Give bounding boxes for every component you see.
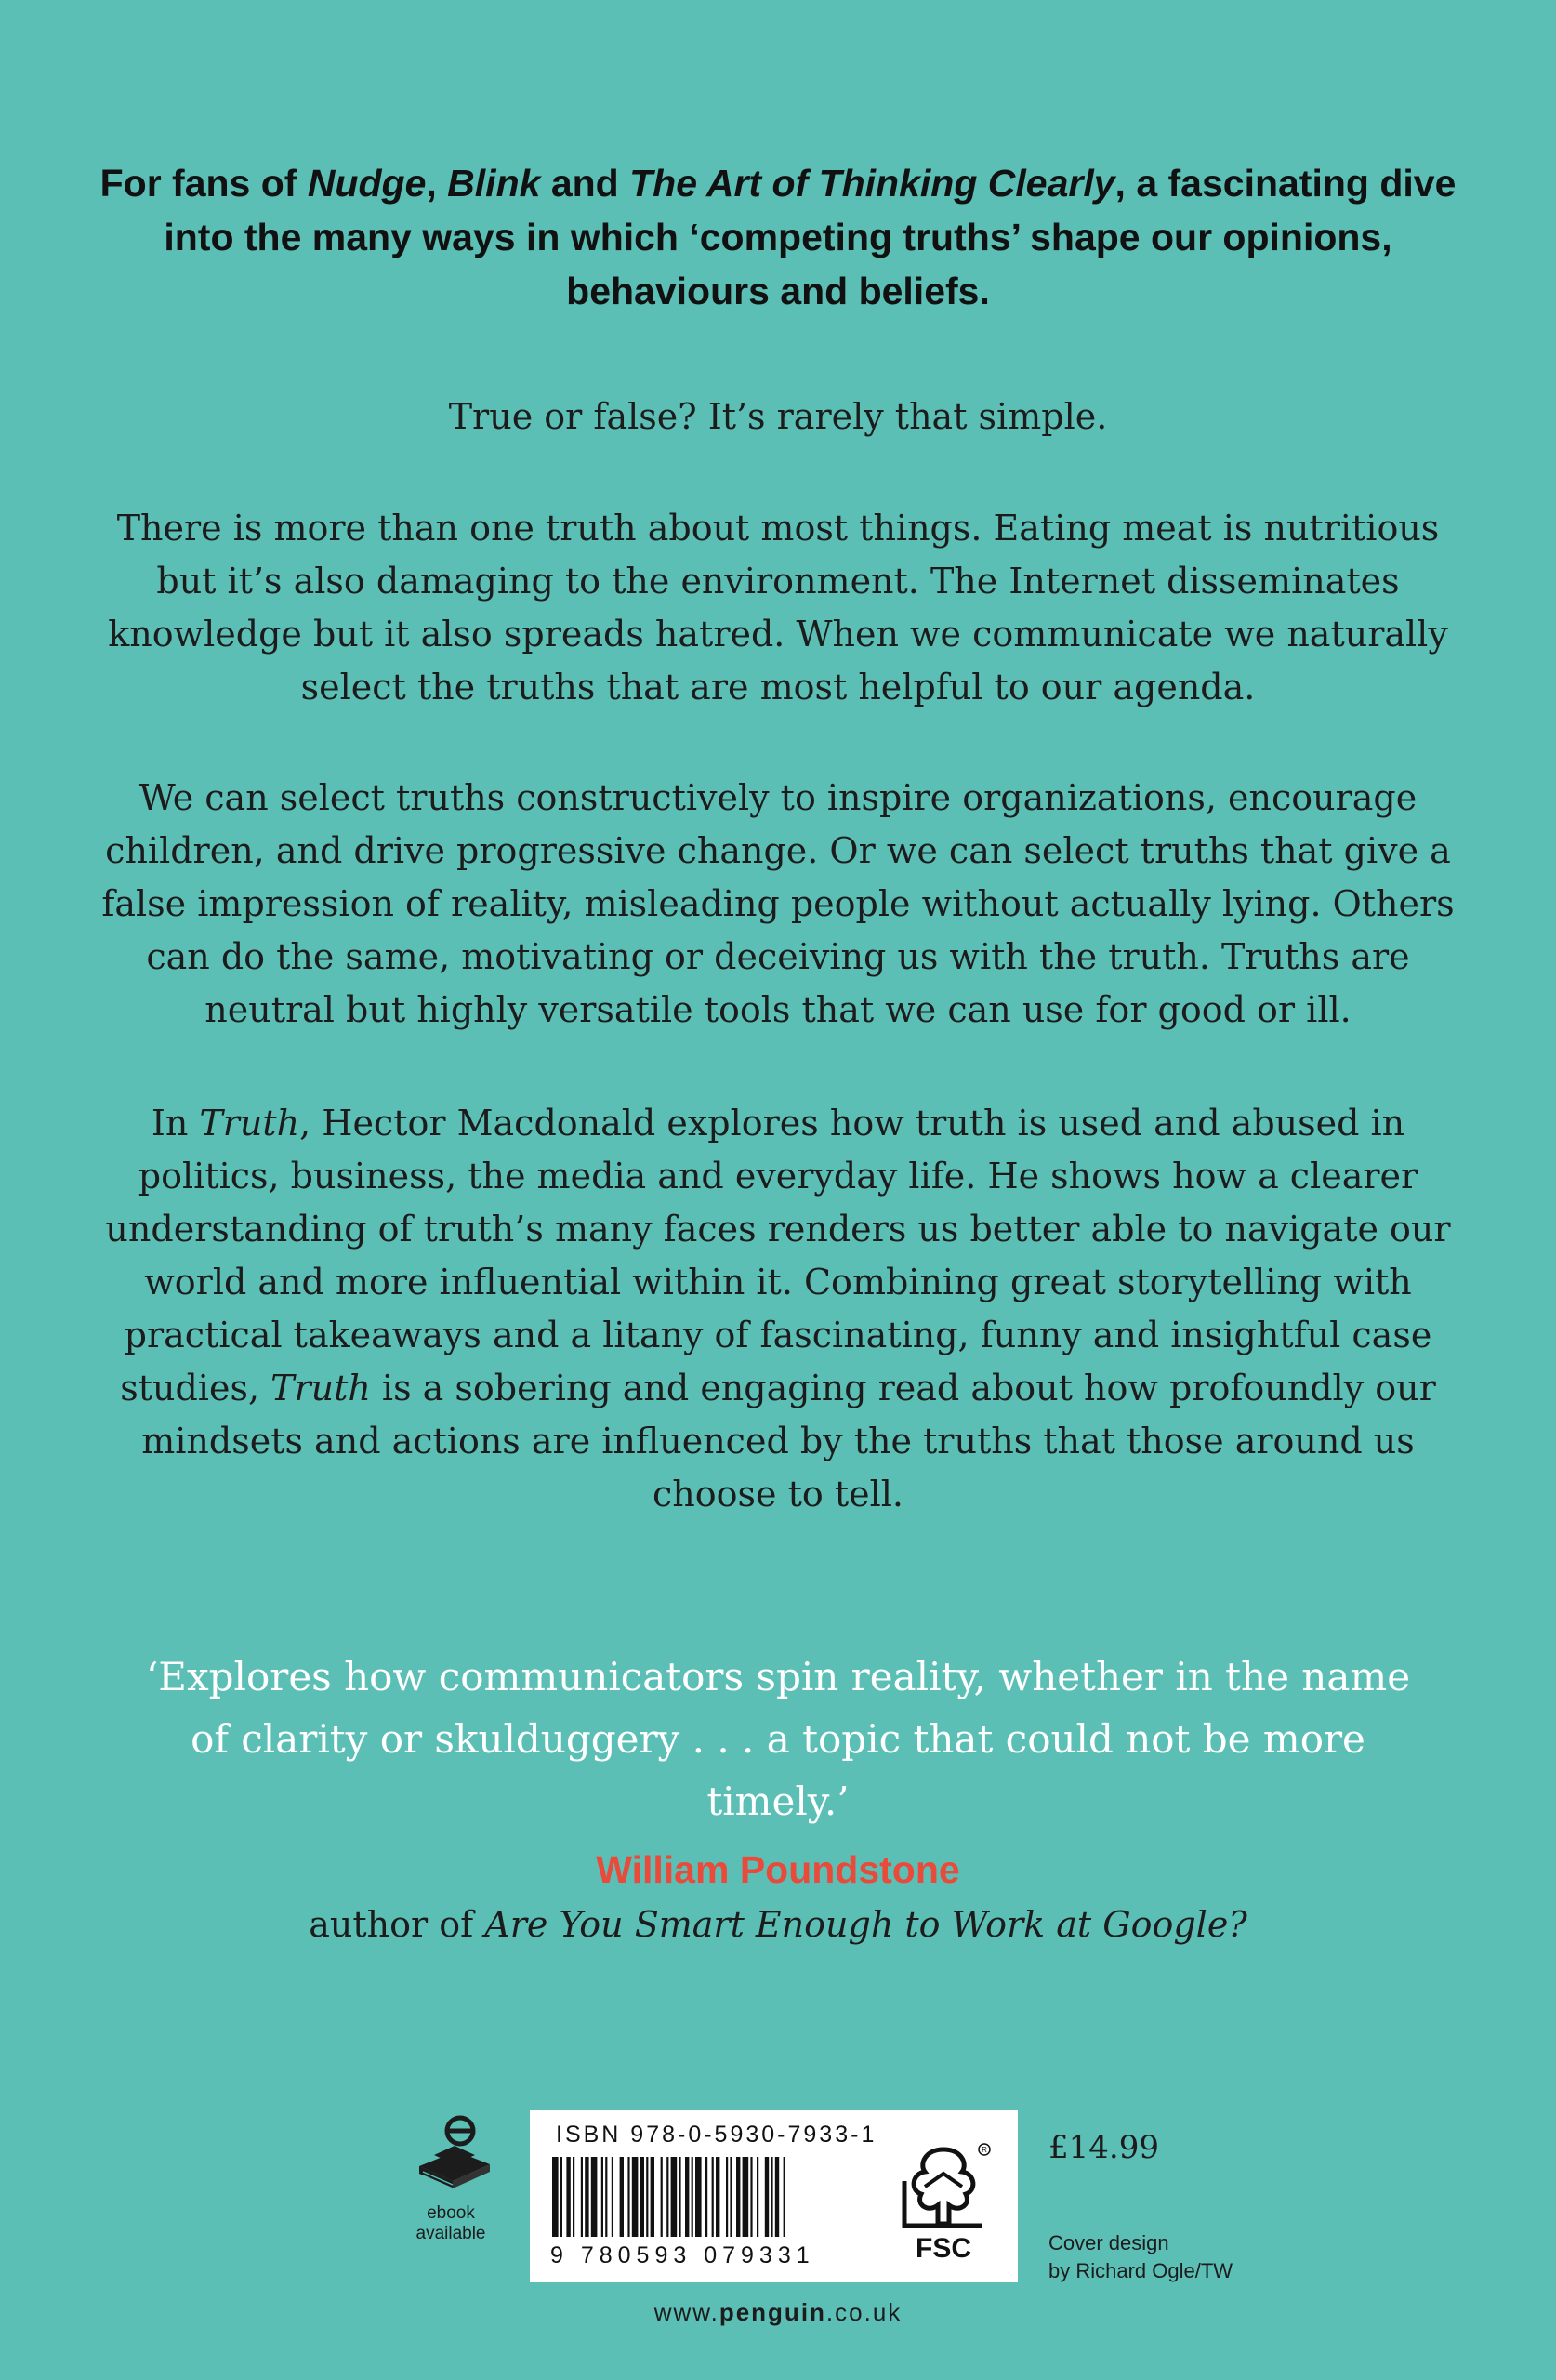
website-brand: penguin <box>719 2298 826 2326</box>
blurb-paragraph-3 <box>93 1097 1463 1521</box>
ebook-label-line2: available <box>415 2224 486 2243</box>
barcode-box <box>530 2110 1018 2282</box>
tagline <box>74 156 1482 318</box>
cover-credit-line2: by Richard Ogle/TW <box>1048 2259 1233 2282</box>
barcode-icon <box>547 2157 863 2241</box>
tagline-title-blink: Blink <box>447 162 541 205</box>
tagline-sep: , <box>426 162 448 205</box>
blurb-opening: True or false? It’s rarely that simple. <box>448 396 1108 437</box>
credit-prefix: author of <box>309 1904 485 1945</box>
tagline-title-art-of-thinking: The Art of Thinking Clearly <box>629 162 1115 205</box>
svg-text:R: R <box>982 2146 987 2154</box>
tagline-rest: , a fascinating dive into the many ways in which ‘competing truths’ shape our opinions, behaviours and beliefs. <box>164 162 1457 312</box>
ebook-badge <box>400 2109 502 2267</box>
ebook-label-line1: ebook <box>427 2203 475 2223</box>
book-title-truth: Truth <box>270 1368 371 1408</box>
blurb-paragraph-1: There is more than one truth about most things. Eating meat is nutritious but it’s also damaging to the environment. The Internet disseminates knowledge but it also spreads hatred. When we communicate we naturally select the truths that are most helpful to our agenda. <box>108 508 1448 707</box>
fsc-logo-icon <box>888 2136 999 2267</box>
tagline-title-nudge: Nudge <box>307 162 427 205</box>
isbn-number: ISBN 978-0-5930-7933-1 <box>556 2122 877 2148</box>
blurb-text: is a sobering and engaging read about how profoundly our mindsets and actions are influenced by the truths that those around us choose to tell. <box>141 1368 1436 1514</box>
fsc-label: FSC <box>916 2233 971 2264</box>
website-suffix: .co.uk <box>825 2298 903 2326</box>
blurb-paragraph-2: We can select truths constructively to inspire organizations, encourage children, and drive progressive change. Or we can select truths that give a false impression of reality, misleading people without actually lying. Others can do the same, motivating or deceiving us with the truth. Truths are neutral but highly versatile tools that we can use for good or ill. <box>101 777 1455 1030</box>
review-quote: ‘Explores how communicators spin reality, whether in the name of clarity or skulduggery . . . a topic that could not be more timely.’ <box>145 1654 1411 1824</box>
cover-design-credit <box>1048 2229 1233 2285</box>
website-prefix: www. <box>653 2298 719 2326</box>
blurb-text: In <box>151 1103 200 1144</box>
ebook-icon <box>406 2109 495 2198</box>
tagline-sep: and <box>540 162 630 205</box>
credit-book-title: Are You Smart Enough to Work at Google? <box>484 1904 1247 1945</box>
tagline-lead: For fans of <box>99 162 308 205</box>
book-title-truth: Truth <box>199 1103 300 1144</box>
review-author-credit <box>139 1904 1417 1945</box>
review-author: William Poundstone <box>596 1848 960 1891</box>
publisher-website <box>0 2298 1556 2327</box>
blurb-text: , Hector Macdonald explores how truth is used and abused in politics, business, the media and everyday life. He shows how a clearer understanding of truth’s many faces renders us better able to navigate our world and more influential within it. Combining great storytelling with practical takeaways and a litany of fascinating, funny and insightful case studies, <box>105 1103 1451 1408</box>
ean-number: 9 780593 079331 <box>550 2242 815 2268</box>
cover-credit-line1: Cover design <box>1048 2231 1169 2254</box>
price: £14.99 <box>1048 2129 1159 2166</box>
